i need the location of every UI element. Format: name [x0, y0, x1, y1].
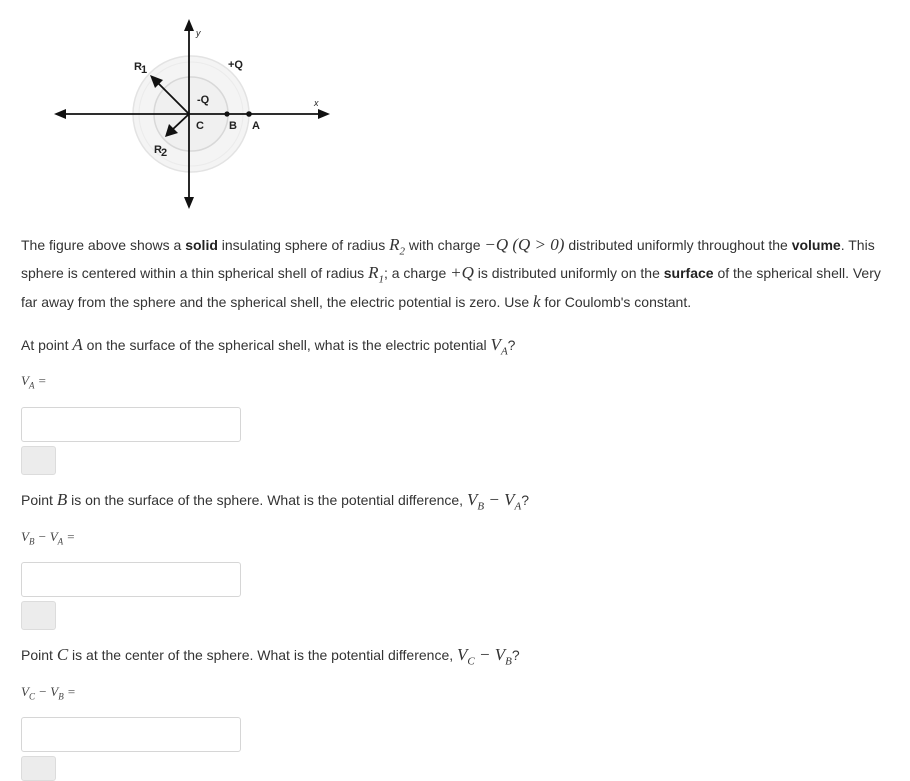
math-symbol: − V: [474, 645, 506, 664]
problem-text: The figure above shows a: [21, 237, 186, 253]
answer-3-label: [21, 684, 76, 702]
x-axis-left-arrow: [54, 109, 66, 119]
math-subscript: C: [467, 655, 475, 668]
math-symbol: R: [368, 263, 379, 283]
y-axis-up-arrow: [184, 19, 194, 31]
point-b-label: B: [229, 120, 237, 132]
problem-text: is distributed uniformly on the: [473, 265, 664, 282]
problem-bold: solid: [185, 237, 218, 253]
problem-statement: [21, 234, 891, 313]
question-text: is on the surface of the sphere. What is the potential difference,: [67, 492, 467, 508]
r2-label-sub: 2: [161, 147, 168, 159]
problem-math: −Q (Q > 0): [484, 235, 565, 254]
problem-text: ; a charge: [383, 265, 451, 282]
y-axis-label: y: [196, 28, 201, 38]
r1-label-sub: 1: [141, 64, 148, 76]
question-2-text: [21, 490, 529, 512]
sphere-charge-label: -Q: [197, 94, 210, 106]
question-math: [466, 490, 522, 513]
point-b-marker: [224, 111, 229, 116]
question-1-text: [21, 335, 515, 357]
answer-2-math-button[interactable]: [21, 601, 56, 630]
problem-text: insulating sphere of radius: [217, 237, 390, 253]
label-subscript: B: [58, 691, 64, 702]
problem-text: of the spherical shell. Very far away from the sphere and the spherical shell, the electric potential is zero. Use: [21, 265, 881, 310]
problem-text: with charge: [405, 237, 485, 253]
label-symbol: V: [21, 529, 29, 544]
math-symbol: V: [490, 335, 501, 354]
question-text: Point: [21, 492, 57, 508]
question-math: [490, 335, 508, 358]
sphere-shell-figure: [0, 0, 360, 230]
problem-math: +Q: [450, 263, 474, 283]
label-symbol: V: [21, 373, 29, 388]
answer-1-label: [21, 373, 46, 391]
question-text: ?: [507, 337, 516, 353]
question-text: on the surface of the spherical shell, what is the electric potential: [82, 337, 491, 353]
question-3-text: [21, 645, 520, 667]
question-text: is at the center of the sphere. What is the potential difference,: [68, 647, 458, 663]
problem-text: distributed uniformly throughout the: [564, 237, 792, 253]
label-subscript: B: [28, 536, 35, 547]
math-symbol: − V: [484, 490, 515, 509]
label-subscript: A: [57, 536, 64, 547]
question-text: ?: [511, 647, 520, 663]
label-equals: =: [63, 684, 76, 699]
problem-text: . This sphere is centered within a thin spherical shell of radius: [21, 237, 875, 282]
question-math: C: [56, 645, 69, 664]
figure-svg: [0, 0, 360, 230]
x-axis-label: x: [314, 98, 319, 108]
math-symbol: V: [466, 490, 478, 509]
problem-math: [368, 263, 384, 286]
answer-2-label: [21, 529, 75, 547]
question-text: At point: [21, 337, 73, 353]
answer-1-math-button[interactable]: [21, 446, 56, 475]
question-math: B: [56, 490, 68, 509]
math-subscript: A: [500, 345, 508, 358]
question-math: [457, 645, 512, 668]
problem-text: for Coulomb's constant.: [540, 293, 692, 310]
math-subscript: B: [477, 500, 485, 513]
math-subscript: 2: [399, 245, 405, 258]
math-symbol: R: [389, 235, 400, 254]
label-equals: =: [34, 373, 47, 388]
point-c-label: C: [196, 120, 204, 132]
question-math: A: [72, 335, 83, 354]
label-symbol: − V: [34, 684, 59, 699]
shell-charge-label: +Q: [228, 59, 243, 71]
answer-1-input[interactable]: [21, 407, 241, 442]
label-symbol: V: [21, 684, 29, 699]
answer-2-input[interactable]: [21, 562, 241, 597]
problem-math: k: [533, 291, 541, 311]
label-subscript: C: [28, 691, 35, 702]
answer-3-math-button[interactable]: [21, 756, 56, 781]
question-text: ?: [521, 492, 529, 508]
math-subscript: B: [505, 655, 512, 668]
problem-math: [389, 235, 405, 258]
point-a-marker: [246, 111, 252, 117]
label-equals: =: [63, 529, 76, 544]
answer-3-input[interactable]: [21, 717, 241, 752]
problem-bold: volume: [791, 237, 841, 253]
label-symbol: − V: [34, 529, 58, 544]
y-axis-down-arrow: [184, 197, 194, 209]
x-axis-right-arrow: [318, 109, 330, 119]
problem-bold: surface: [663, 265, 714, 282]
r2-label: R: [154, 144, 162, 156]
math-subscript: 1: [378, 273, 384, 286]
question-text: Point: [21, 647, 57, 663]
math-symbol: V: [457, 645, 468, 664]
label-subscript: A: [28, 380, 35, 391]
point-a-label: A: [252, 120, 260, 132]
math-subscript: A: [514, 500, 522, 513]
r1-label: R: [134, 61, 142, 73]
